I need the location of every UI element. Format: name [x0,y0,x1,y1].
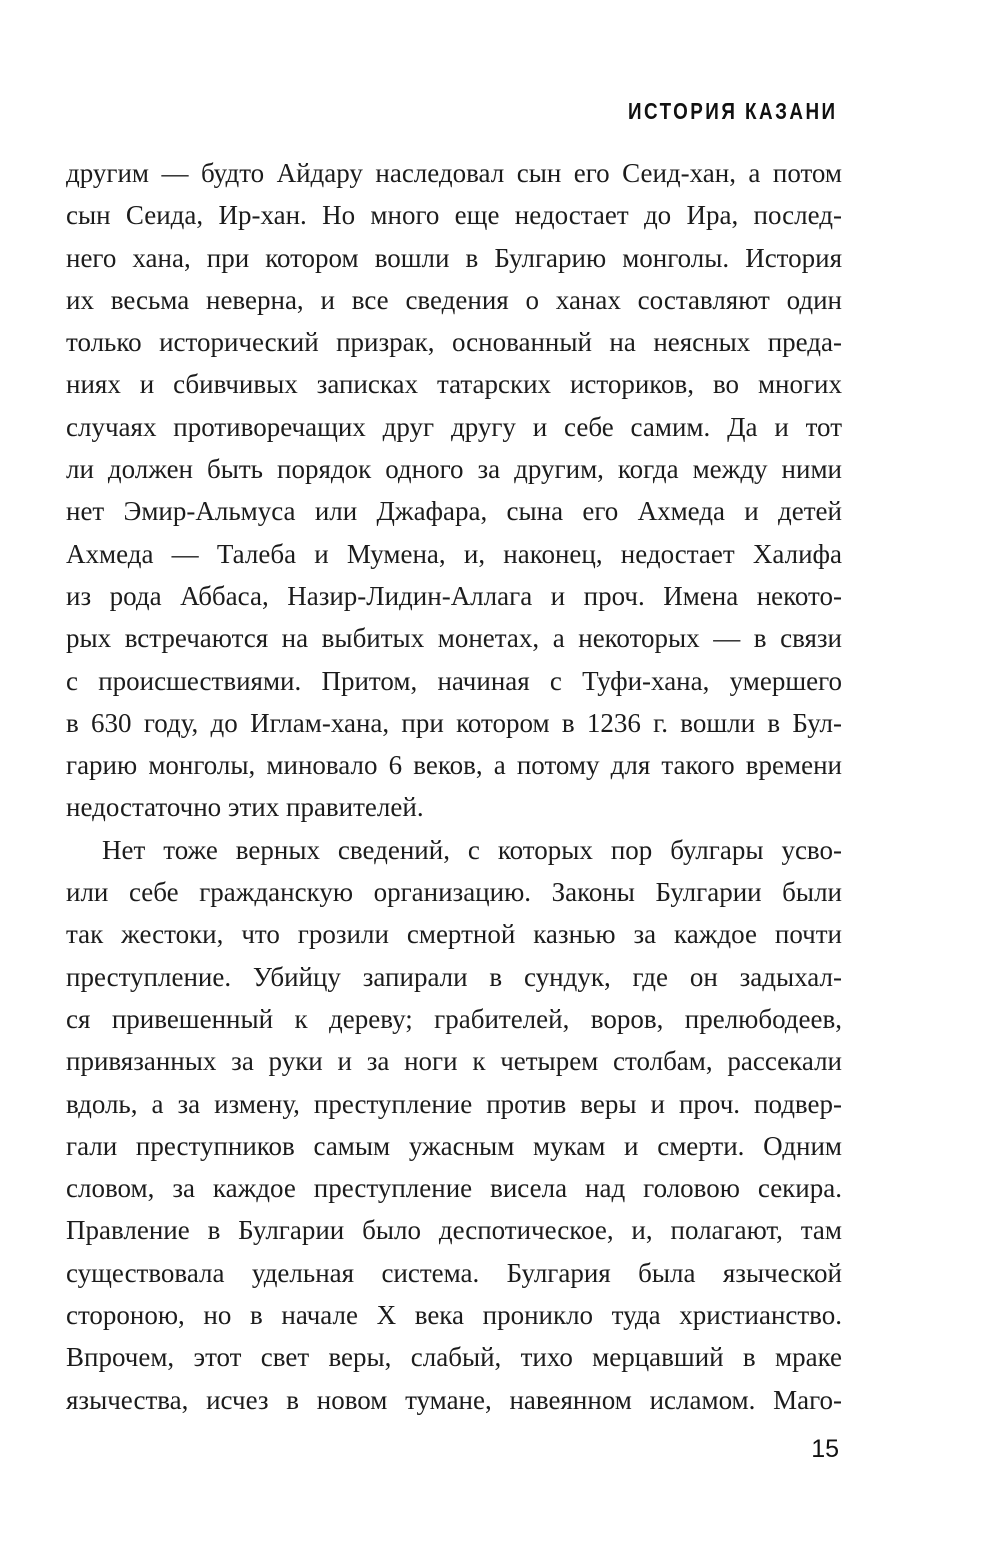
text-line: другим — будто Айдару наследовал сын его Сеид-хан, а потом [66,158,842,188]
text-line: стороною, но в начале X века проникло туда христианство. [66,1300,842,1331]
text-line: гали преступников самым ужасным мукам и смерти. Одним [66,1130,842,1161]
text-line: преступление. Убийцу запирали в сундук, где он задыхал- [66,961,842,992]
text-line: так жестоки, что грозили смертной казнью за каждое почти [66,919,842,950]
text-line: недостаточно этих правителей. [66,792,424,823]
text-line: Нет тоже верных сведений, с которых пор булгары усво- [102,834,842,865]
text-line: существовала удельная система. Булгария была языческой [66,1257,842,1288]
text-line: Правление в Булгарии было деспотическое, и, полагают, там [66,1215,842,1246]
paragraph-1 [66,152,842,829]
text-line: словом, за каждое преступление висела над головою секира. [66,1173,842,1204]
text-line: их весьма неверна, и все сведения о ханах составляют один [66,284,842,315]
text-line: ся привешенный к дереву; грабителей, воров, прелюбодеев, [66,1003,842,1034]
text-line: Ахмеда — Талеба и Мумена, и, наконец, недостает Халифа [66,538,842,569]
paragraph-2 [66,829,842,1421]
text-line: ли должен быть порядок одного за другим, когда между ними [66,454,842,485]
page-number: 15 [811,1435,839,1463]
text-line: рых встречаются на выбитых монетах, а некоторых — в связи [66,623,842,654]
text-line: ниях и сбивчивых записках татарских историков, во многих [66,369,842,400]
text-line: язычества, исчез в новом тумане, навеянном исламом. Маго- [66,1384,842,1415]
text-line: нет Эмир-Альмуса или Джафара, сына его Ахмеда и детей [66,496,842,527]
text-line: с происшествиями. Притом, начиная с Туфи-хана, умершего [66,665,842,696]
text-line: Впрочем, этот свет веры, слабый, тихо мерцавший в мраке [66,1342,842,1373]
text-line: гарию монголы, миновало 6 веков, а потому для такого времени [66,750,842,781]
running-head: ИСТОРИЯ КАЗАНИ [628,98,838,124]
body-text [66,152,842,1421]
text-line: сын Сеида, Ир-хан. Но много еще недостает до Ира, послед- [66,200,842,231]
text-line: случаях противоречащих друг другу и себе самим. Да и тот [66,411,842,442]
text-line: вдоль, а за измену, преступление против веры и проч. подвер- [66,1088,842,1119]
text-line: или себе гражданскую организацию. Законы Булгарии были [66,877,842,908]
text-line: в 630 году, до Иглам-хана, при котором в 1236 г. вошли в Бул- [66,707,842,738]
text-line: из рода Аббаса, Назир-Лидин-Аллага и проч. Имена некото- [66,580,842,611]
text-line: привязанных за руки и за ноги к четырем столбам, рассекали [66,1046,842,1077]
text-line: только исторический призрак, основанный на неясных преда- [66,327,842,358]
text-line: него хана, при котором вошли в Булгарию монголы. История [66,242,842,273]
